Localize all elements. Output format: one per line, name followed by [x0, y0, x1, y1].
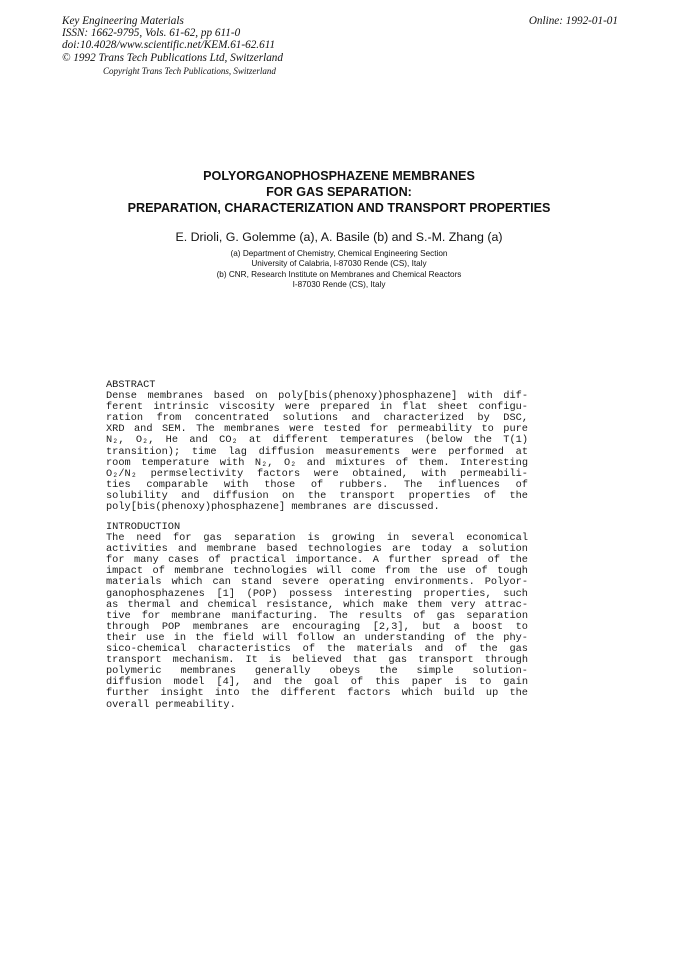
title-line: POLYORGANOPHOSPHAZENE MEMBRANES [203, 169, 475, 183]
paper-title [0, 168, 678, 216]
abstract-section [106, 380, 528, 513]
introduction-line: transport mechanism. It is believed that gas transport through [106, 654, 528, 667]
abstract-line: Dense membranes based on poly[bis(phenoxy)phosphazene] with dif- [106, 390, 528, 403]
introduction-line: tive for membrane manifacturing. The results of gas separation [106, 609, 528, 622]
publication-info [62, 15, 283, 64]
introduction-section [106, 522, 528, 711]
issn-line: ISSN: 1662-9795, Vols. 61-62, pp 611-0 [62, 27, 241, 40]
affiliation-line: I-87030 Rende (CS), Italy [292, 280, 386, 290]
introduction-line: sico-chemical characteristics of the materials and of the gas [106, 643, 528, 656]
author-list: E. Drioli, G. Golemme (a), A. Basile (b) and S.-M. Zhang (a) [175, 230, 503, 244]
abstract-heading: ABSTRACT [106, 379, 156, 391]
affiliation-line: (a) Department of Chemistry, Chemical Engineering Section [230, 249, 448, 258]
introduction-line: polymeric membranes generally obeys the simple solution- [106, 665, 528, 678]
introduction-line: through POP membranes are encouraging [2,3], but a boost to [106, 620, 528, 633]
affiliation-line: (b) CNR, Research Institute on Membranes and Chemical Reactors [216, 269, 462, 279]
introduction-line: further insight into the different factors which build up the [106, 687, 528, 700]
journal-name: Key Engineering Materials [62, 15, 184, 27]
online-date: Online: 1992-01-01 [528, 15, 618, 27]
title-line: PREPARATION, CHARACTERIZATION AND TRANSPORT PROPERTIES [127, 201, 551, 215]
abstract-line: XRD and SEM. The membranes were tested for permeability to pure [106, 423, 528, 436]
abstract-line: N₂, O₂, He and CO₂ at different temperatures (below the T(1) [106, 434, 528, 447]
abstract-line: room temperature with N₂, O₂ and mixtures of them. Interesting [106, 456, 528, 469]
introduction-line: overall permeability. [106, 698, 236, 711]
introduction-line: diffusion model [4], and the goal of this paper is to gain [106, 676, 528, 689]
abstract-line: transition); time lag diffusion measurements were performed at [106, 445, 528, 458]
introduction-line: as thermal and chemical resistance, which make them very attrac- [106, 598, 528, 611]
introduction-line: materials which can stand severe operating environments. Polyor- [106, 576, 528, 589]
introduction-heading: INTRODUCTION [106, 521, 181, 533]
introduction-line: their use in the field will follow an understanding of the phy- [106, 631, 528, 644]
affiliations [0, 249, 678, 291]
abstract-line: solubility and diffusion on the transport properties of the [106, 489, 528, 502]
abstract-line: ferent intrinsic viscosity were prepared in flat sheet configu- [106, 401, 528, 414]
introduction-line: The need for gas separation is growing in several economical [106, 532, 528, 545]
introduction-line: for many cases of practical importance. A further spread of the [106, 554, 528, 567]
abstract-line: ties comparable with those of rubbers. The influences of [106, 478, 528, 491]
introduction-line: activities and membrane based technologies are today a solution [106, 543, 528, 556]
affiliation-line: University of Calabria, I-87030 Rende (CS), Italy [251, 259, 427, 269]
publisher-line: © 1992 Trans Tech Publications Ltd, Switzerland [62, 51, 283, 64]
doi-line: doi:10.4028/www.scientific.net/KEM.61-62.611 [62, 39, 276, 52]
abstract-line: poly[bis(phenoxy)phosphazene] membranes are discussed. [106, 501, 440, 514]
introduction-line: ganophosphazenes [1] (POP) possess interesting properties, such [106, 587, 528, 600]
title-line: FOR GAS SEPARATION: [266, 185, 412, 199]
abstract-line: O₂/N₂ permselectivity factors were obtained, with permeabili- [106, 467, 528, 480]
introduction-line: impact of membrane technologies will come from the use of tough [106, 565, 528, 578]
abstract-line: ration from concentrated solutions and characterized by DSC, [106, 412, 528, 425]
copyright-notice: Copyright Trans Tech Publications, Switzerland [103, 66, 276, 76]
